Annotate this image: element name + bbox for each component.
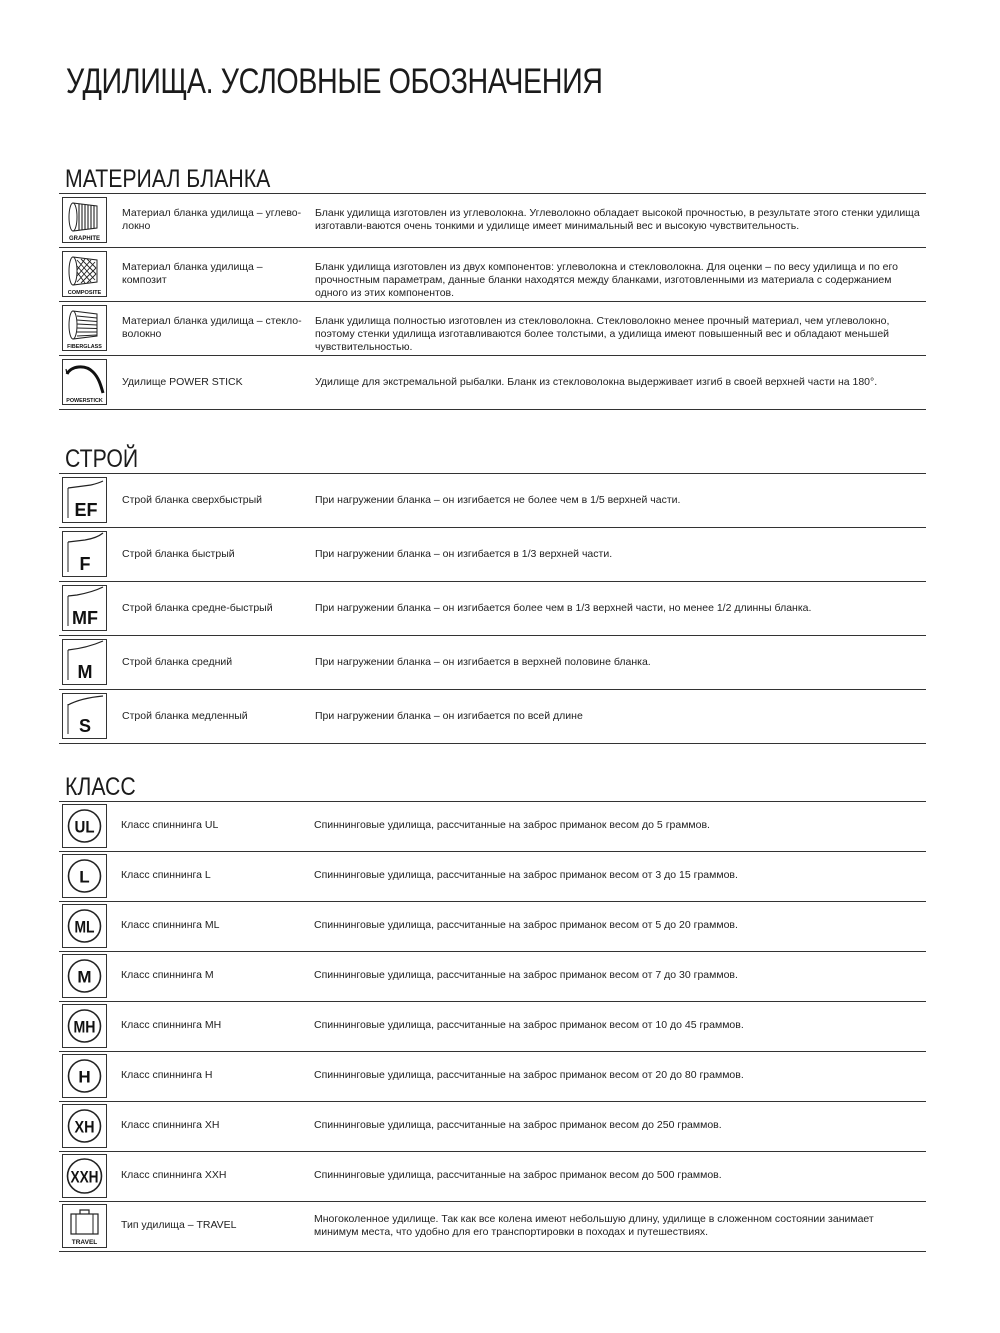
action-s-label: S — [78, 716, 92, 736]
class-short: Класс спиннинга L — [121, 869, 211, 881]
class-mh-icon — [62, 1004, 107, 1048]
class-row-l — [59, 852, 926, 902]
action-short: Строй бланка средний — [122, 656, 233, 668]
action-short: Строй бланка средне-быстрый — [122, 602, 273, 614]
material-section — [59, 165, 926, 410]
class-desc: Спиннинговые удилища, рассчитанные на заброс приманок весом до 250 граммов. — [314, 1119, 722, 1131]
class-section — [59, 773, 926, 1252]
material-row-powerstick — [59, 356, 926, 410]
material-short: Удилище POWER STICK — [122, 376, 243, 388]
class-m-icon — [62, 954, 107, 998]
powerstick-icon-label: POWERSTICK — [66, 398, 103, 404]
class-desc: Многоколенное удилище. Так как все колена имеют небольшую длину, удилище в сложенном состоянии занимает минимум места, что удобно для его транспортировки в походах и путешествиях. — [314, 1213, 874, 1238]
class-ml-icon — [62, 904, 107, 948]
class-row-ul — [59, 802, 926, 852]
material-row-composite — [59, 248, 926, 302]
action-row-s — [59, 690, 926, 744]
action-row-ef — [59, 474, 926, 528]
action-row-mf — [59, 582, 926, 636]
class-short: Класс спиннинга XXH — [121, 1169, 227, 1181]
material-desc: Бланк удилища полностью изготовлен из стекловолокна. Стекловолокно менее прочный материал, чем углеволокно, поэтому стенки удилища изготавливаются более толстыми, а удилища имеют повышенный вес и обладают меньшей чувствительностью. — [315, 315, 890, 353]
class-desc: Спиннинговые удилища, рассчитанные на заброс приманок весом от 7 до 30 граммов. — [314, 969, 738, 981]
class-h-label: H — [78, 1067, 91, 1087]
class-ul-label: UL — [74, 817, 95, 837]
action-desc: При нагружении бланка – он изгибается по всей длине — [315, 710, 583, 722]
page-title: УДИЛИЩА. УСЛОВНЫЕ ОБОЗНАЧЕНИЯ — [66, 62, 603, 101]
action-desc: При нагружении бланка – он изгибается в верхней половине бланка. — [315, 656, 651, 668]
class-desc: Спиннинговые удилища, рассчитанные на заброс приманок весом от 5 до 20 граммов. — [314, 919, 738, 931]
material-desc: Бланк удилища изготовлен из углеволокна. Углеволокно обладает высокой прочностью, в результате этого стенки удилища изготавли-ваются очень тонкими и удилище имеет минимальный вес и высокую чувствительность. — [315, 207, 920, 232]
fiberglass-icon — [62, 305, 107, 351]
class-short: Тип удилища – TRAVEL — [121, 1219, 237, 1231]
action-f-label: F — [79, 554, 91, 574]
action-s-icon — [62, 693, 107, 739]
class-mh-label: MH — [73, 1017, 96, 1037]
class-xxh-icon — [62, 1154, 107, 1198]
action-m-icon — [62, 639, 107, 685]
class-short: Класс спиннинга MH — [121, 1019, 222, 1031]
class-row-xxh — [59, 1152, 926, 1202]
action-row-m — [59, 636, 926, 690]
class-desc: Спиннинговые удилища, рассчитанные на заброс приманок весом от 3 до 15 граммов. — [314, 869, 738, 881]
fiberglass-icon-label: FIBERGLASS — [67, 344, 102, 350]
class-desc: Спиннинговые удилища, рассчитанные на заброс приманок весом от 20 до 80 граммов. — [314, 1069, 744, 1081]
action-section-title: СТРОЙ — [65, 445, 139, 473]
travel-icon — [62, 1204, 107, 1248]
class-row-ml — [59, 902, 926, 952]
action-ef-label: EF — [74, 500, 98, 520]
action-desc: При нагружении бланка – он изгибается в 1/3 верхней части. — [315, 548, 613, 560]
material-desc: Удилище для экстремальной рыбалки. Бланк из стекловолокна выдерживает изгиб в своей верхней части на 180°. — [315, 376, 878, 388]
class-h-icon — [62, 1054, 107, 1098]
action-short: Строй бланка сверхбыстрый — [122, 494, 263, 506]
class-row-m — [59, 952, 926, 1002]
class-l-label: L — [79, 867, 90, 887]
class-row-travel — [59, 1202, 926, 1252]
class-short: Класс спиннинга UL — [121, 819, 219, 831]
graphite-icon — [62, 197, 107, 243]
class-ml-label: ML — [74, 917, 95, 937]
material-row-graphite — [59, 194, 926, 248]
class-row-xh — [59, 1102, 926, 1152]
material-section-title: МАТЕРИАЛ БЛАНКА — [65, 165, 271, 193]
class-xxh-label: XXH — [70, 1167, 99, 1187]
action-mf-icon — [62, 585, 107, 631]
material-row-fiberglass — [59, 302, 926, 356]
action-ef-icon — [62, 477, 107, 523]
class-section-title: КЛАСС — [65, 773, 136, 801]
action-desc: При нагружении бланка – он изгибается более чем в 1/3 верхней части, но менее 1/2 длинны бланка. — [315, 602, 812, 614]
class-short: Класс спиннинга ML — [121, 919, 220, 931]
action-mf-label: MF — [72, 608, 98, 628]
action-short: Строй бланка медленный — [122, 710, 248, 722]
action-m-label: M — [77, 662, 93, 682]
action-section — [59, 445, 926, 744]
material-desc: Бланк удилища изготовлен из двух компонентов: углеволокна и стекловолокна. Для оценки – по весу удилища и по его прочностным параметрам, данные бланки находятся между бланками, изготовленными из материала с содержанием одного из этих компонентов. — [315, 261, 898, 299]
class-short: Класс спиннинга H — [121, 1069, 213, 1081]
class-xh-label: XH — [74, 1117, 95, 1137]
class-desc: Спиннинговые удилища, рассчитанные на заброс приманок весом до 500 граммов. — [314, 1169, 722, 1181]
class-desc: Спиннинговые удилища, рассчитанные на заброс приманок весом от 10 до 45 граммов. — [314, 1019, 744, 1031]
material-short: Материал бланка удилища – углево-локно — [122, 207, 302, 232]
class-desc: Спиннинговые удилища, рассчитанные на заброс приманок весом до 5 граммов. — [314, 819, 710, 831]
action-f-icon — [62, 531, 107, 577]
class-l-icon — [62, 854, 107, 898]
action-short: Строй бланка быстрый — [122, 548, 235, 560]
class-m-label: M — [77, 967, 92, 987]
class-xh-icon — [62, 1104, 107, 1148]
travel-icon-label: TRAVEL — [71, 1239, 98, 1246]
graphite-icon-label: GRAPHITE — [68, 236, 101, 242]
composite-icon-label: COMPOSITE — [67, 290, 102, 296]
composite-icon — [62, 251, 107, 297]
action-row-f — [59, 528, 926, 582]
material-short: Материал бланка удилища – стекло-волокно — [122, 315, 302, 340]
action-desc: При нагружении бланка – он изгибается не более чем в 1/5 верхней части. — [315, 494, 681, 506]
class-ul-icon — [62, 804, 107, 848]
powerstick-icon — [62, 359, 107, 405]
class-short: Класс спиннинга M — [121, 969, 214, 981]
class-short: Класс спиннинга XH — [121, 1119, 220, 1131]
class-row-mh — [59, 1002, 926, 1052]
class-row-h — [59, 1052, 926, 1102]
material-short: Материал бланка удилища –композит — [122, 261, 263, 286]
